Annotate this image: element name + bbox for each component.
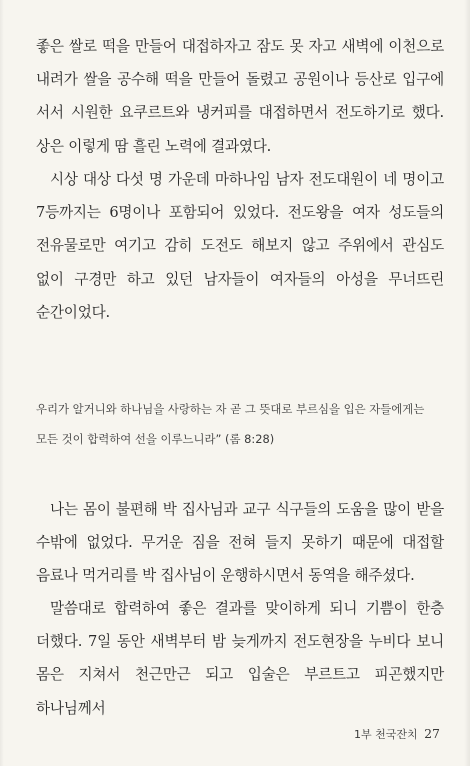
paragraph-3: 나는 몸이 불편해 박 집사님과 교구 식구들의 도움을 많이 받을 수밖에 없었다. 무거운 짐을 전혀 들지 못하기 때문에 대접할 음료나 먹거리를 박 집사님이 운행하시면서 동역을 해주셨다. — [36, 501, 444, 585]
paragraph-2: 시상 대상 다섯 명 가운데 마하나임 남자 전도대원이 네 명이고 7등까지는 6명이나 포함되어 있었다. 전도왕을 여자 성도들의 전유물로만 여기고 감히 도전도 해보지 않고 주위에서 관심도 없이 구경만 하고 있던 남자들이 여자들의 아성을 무너뜨린 순간이었다. — [36, 171, 444, 321]
section-title: 1부 천국잔치 — [353, 728, 418, 741]
page-left-shadow — [0, 0, 4, 766]
scripture-quote: 우리가 알거니와 하나님을 사랑하는 자 곧 그 뜻대로 부르심을 입은 자들에게는 모든 것이 합력하여 선을 이루느니라” (롬 8:28) — [36, 402, 425, 446]
page-right-shadow — [464, 0, 470, 766]
page-footer — [354, 726, 440, 742]
paragraph-4: 말씀대로 합력하여 좋은 결과를 맞이하게 되니 기쁨이 한층 더했다. 7일 동안 새벽부터 밤 늦게까지 전도현장을 누비다 보니 몸은 지쳐서 천근만근 되고 입술은 부르트고 피곤했지만 하나님께서 — [36, 600, 444, 717]
page-number: 27 — [424, 726, 440, 741]
paragraph-1: 좋은 쌀로 떡을 만들어 대접하자고 잠도 못 자고 새벽에 이천으로 내려가 쌀을 공수해 떡을 만들어 돌렸고 공원이나 등산로 입구에 서서 시원한 요쿠르트와 냉커피를 대접하면서 전도하기로 했다. 상은 이렇게 땀 흘린 노력에 결과였다. — [36, 38, 444, 155]
